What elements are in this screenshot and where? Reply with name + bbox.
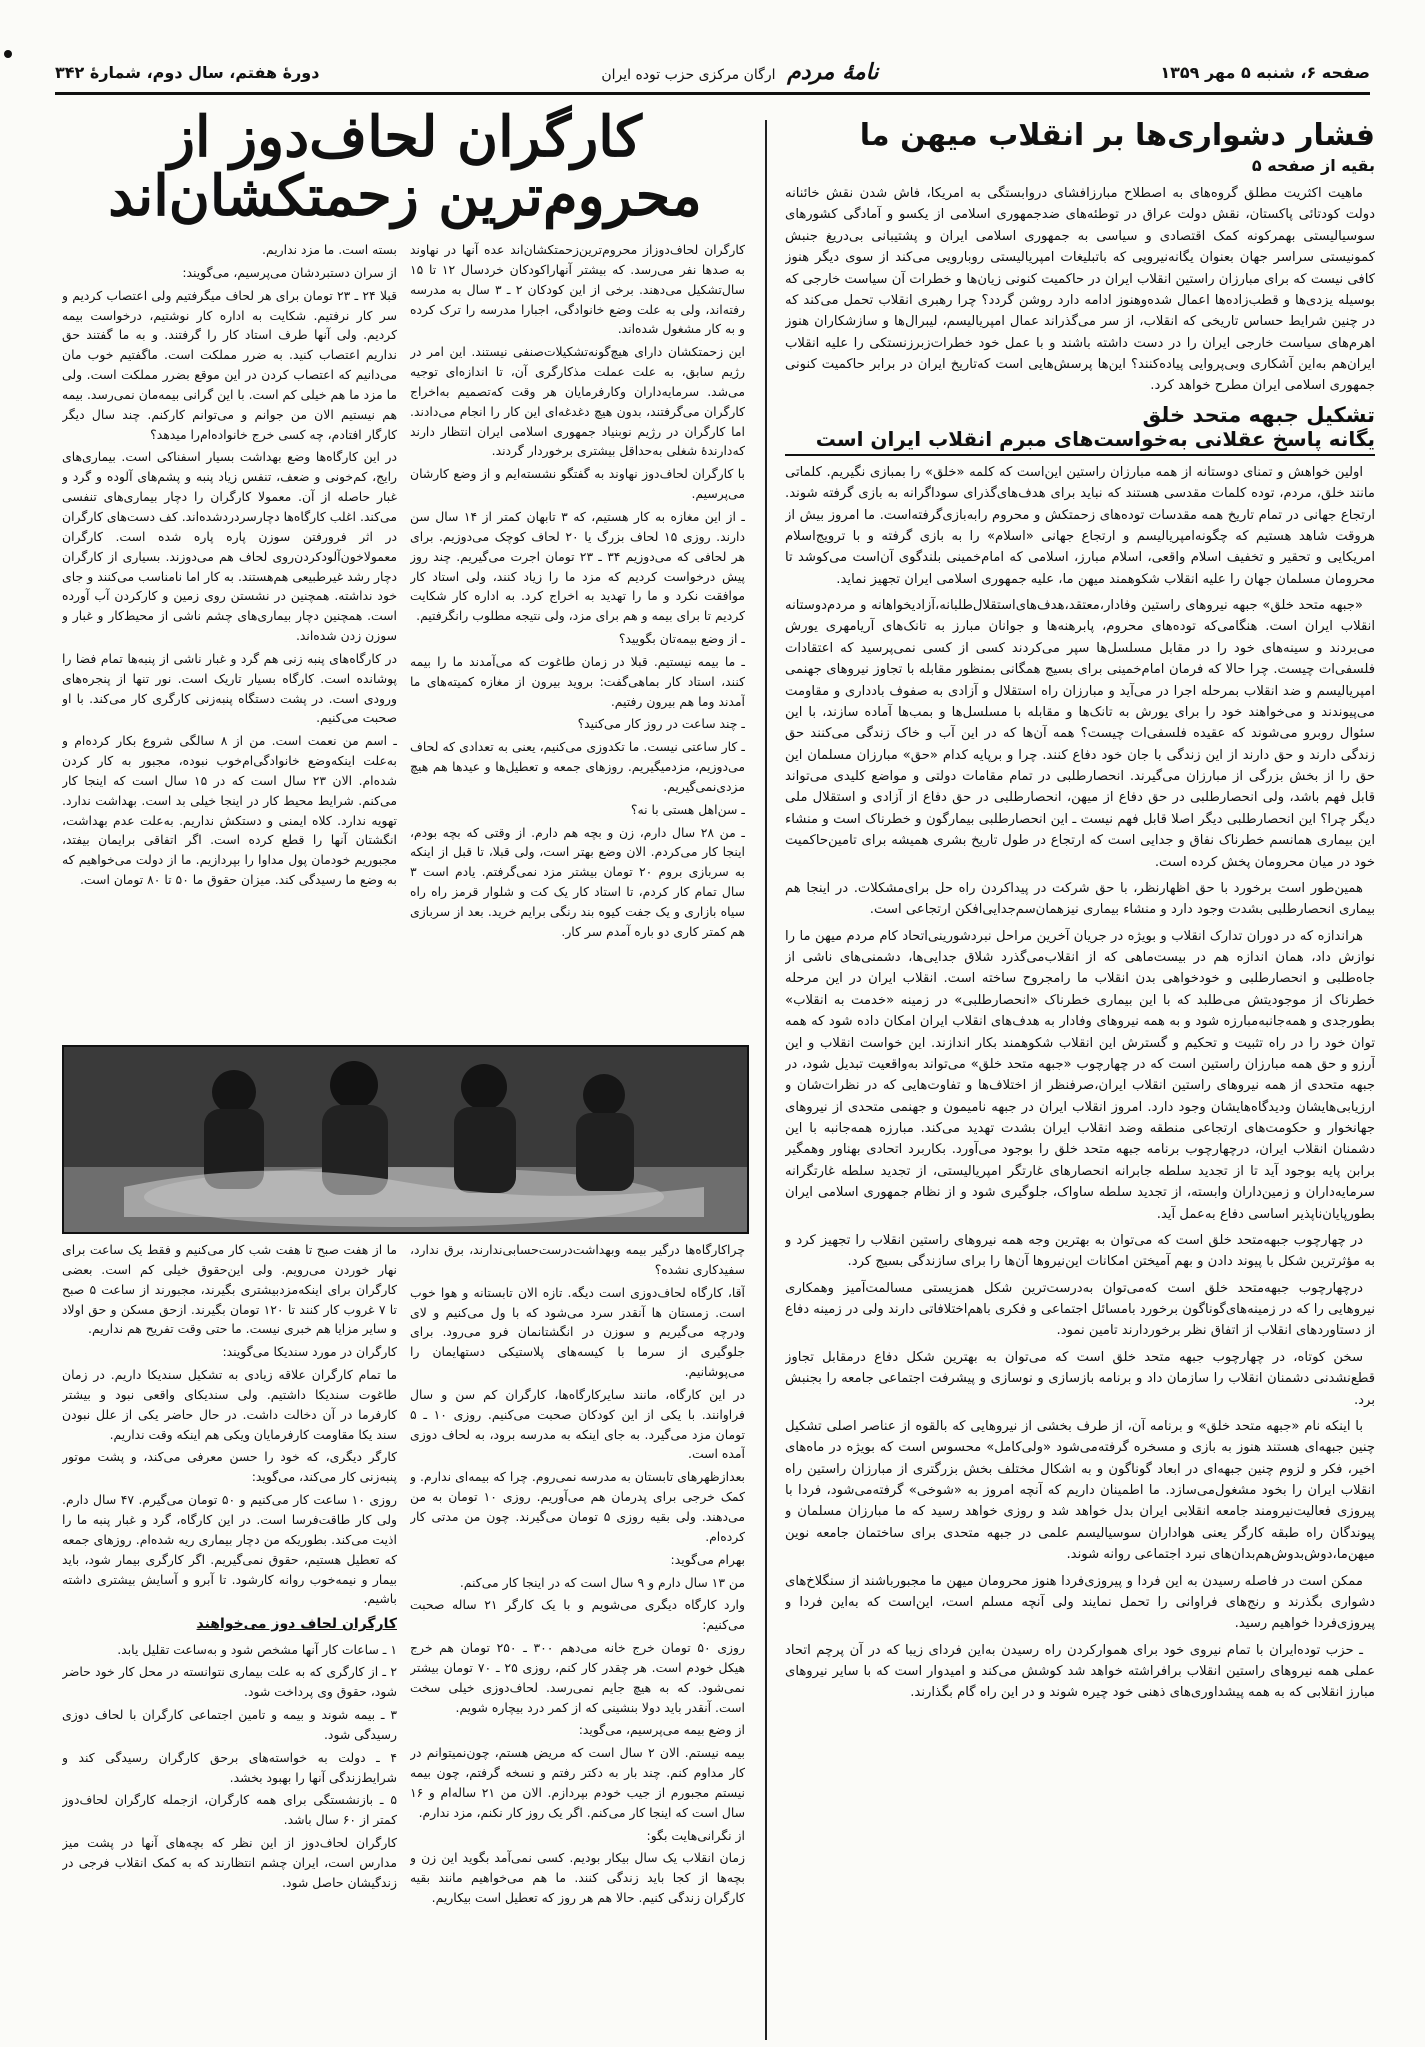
demands-heading: کارگران لحاف دوز می‌خواهند bbox=[196, 1616, 397, 1633]
article-paragraph: ـ اسم من نعمت است. من از ۸ سالگی شروع بکار کرده‌ام و به‌علت اینکه‌وضع خانوادگی‌ام‌خوب نبوده، مجبور به کار کردن شده‌ام. الان ۲۳ سال است که در ۱۵ سال است که اینجا کار می‌کنم. شرایط محیط کار در اینجا خیلی بد است. بهداشت ندارد. تهویه ندارد. کلاه ایمنی و دستکش نداریم. به‌علت عدم بهداشت، انگشتان آنها را قطع کرده است. اگر اتفاقی برایمان بیفتد، مجبوریم خودمان پول مداوا را بپردازیم. ما از دولت می‌خواهیم که به وضع ما رسیدگی کند. میزان حقوق ما ۵۰ تا ۸۰ تومان است. bbox=[62, 733, 397, 888]
article-paragraph: آقا، کارگاه لحاف‌دوزی است دیگه. تازه الان تابستانه و هوا خوب است. زمستان ها آنقدر سرد می‌شود که با ول می‌کنیم و لای‌ ودرچه می‌گیریم و سوزن در انگشتانمان فرو می‌رود. برای جلوگیری از سرما با کیسه‌های پلاستیکی دستهایمان را می‌پوشانیم. bbox=[410, 1284, 745, 1380]
article-paragraph: بیمه نیستم. الان ۲ سال است که مریض هستم، چون‌نمیتوانم در کار مداوم کنم. چند بار به دکتر رفتم و نسخه گرفتم، چون بیمه نیستم مجبورم از جیب خودم بپردازم. الان من ۲۱ ساله‌ام و ۱۶ سال است که اینجا کار می‌کنم. اگر یک روز کار نکنم، مزد ندارم. bbox=[410, 1745, 745, 1820]
article-paragraph: کارگران لحاف‌دوزاز محروم‌ترین‌زحمتکشان‌اند عده آنها در نهاوند به صدها نفر می‌رسد. که بیشتر آنهاراکودکان خردسال ۱۲ تا ۱۵ سال‌تشکیل می‌دهند. برخی از این کودکان ۲ ـ ۳ سال به مدرسه رفته‌اند، ولی به علت وضع خانوادگی، اجبارا مدرسه را ترک کرده و به کار مشغول شده‌اند. bbox=[410, 242, 745, 337]
article-paragraph: کارگران در مورد سندیکا می‌گویند: bbox=[222, 1344, 397, 1360]
masthead-title bbox=[601, 59, 878, 85]
article-paragraph: «جبهه متحد خلق» جبهه نیروهای راستین وفادار،معتقد،هدف‌های‌استقلال‌طلبانه،آزادیخواهانه و مردم‌دوستانه انقلاب ایران است. هنگامی‌که توده‌های محروم، پابرهنه‌ها و جوانان مبارز به تانک‌های آریامهری یورش می‌بردند و سینه‌های خود را در مقابل مسلسل‌ها سپر می‌کردند کسی از کسی نمی‌پرسید که اعتقادات فلسفی‌ات چیست. چرا حالا که فرمان امام‌خمینی برای بسیج همگانی بمنظور مقابله با تجاوز نیروهای جهنمی امپریالیسم و ضد انقلاب بمرحله اجرا در می‌آید و مبارزان راه استقلال و آزادی به صفوف بادداری و مقاومت می‌پیوندند و می‌خواهند خود را برای یورش به تانک‌ها و مقابله با مسلسل‌ها و بمب‌ها آماده سازند، با این سئوال روبرو می‌شوند که عقیده فلسفی‌ات چیست؟ همه آن‌ها که در این آب و خاک زندگی می‌کنند حق زندگی دارند و حق دارند از این زندگی با جان خود دفاع کنند. چرا و برپایه کدام «حق» مبارزان مسلمان این حق را از بخش بزرگی از مبارزان می‌گیرند. انحصارطلبی در تمام مقامات دولتی و مواضع کلیدی می‌تواند قابل فهم باشد، ولی انحصارطلبی در حق دفاع از میهن، انحصارطلبی در حق دفاع از آزادی و استقلال ملی دیگر چرا؟ این انحصارطلبی دیگر اصلا قابل فهم نیست ـ این انحصارطلبی بیمارگون و خطرناک است و منشاء این بیماری همانسم خطرناک نفاق و جدایی است که ارتجاع در طول تاریخ بشری همیشه برای تامین‌حاکمیت خود در میان محرومان پخش کرده است. bbox=[785, 598, 1375, 870]
article-paragraph: ما از هفت صبح تا هفت شب کار می‌کنیم و فقط یک ساعت برای نهار خوردن می‌رویم. ولی این‌حقوق خیلی کم است. بعضی کارگران برای اینکه‌مزدبیشتری بگیرند، مجبورند از ساعت ۵ صبح تا ۷ غروب کار کنند تا ۱۲۰ تومان بگیرند. ازحق مسکن و حق اولاد و سایر مزایا هم خبری نیست. ما حتی وقت تفریح هم نداریم. bbox=[62, 1242, 397, 1337]
column-divider bbox=[765, 120, 767, 2040]
right-article-title: فشار دشواری‌ها بر انقلاب میهن ما bbox=[859, 118, 1375, 153]
article-paragraph: درچهارچوب جبهه‌متحد خلق است که‌می‌توان به‌درست‌ترین شکل همزیستی مسالمت‌آمیز وهمکاری نیروهایی را که در زمینه‌های‌گوناگون برخورد بامسائل اجتماعی و فکری باهم‌اختلافاتی دارند ولی در زمینه دفاع از دستاوردهای انقلاب از اتفاق نظر برخوردارند تامین نمود. bbox=[785, 1280, 1375, 1339]
article-paragraph: چراکارگاه‌ها درگیر بیمه وبهداشت‌درست‌حسابی‌ندارند، برق ندارد، سفیدکاری نشده؟ bbox=[410, 1242, 745, 1277]
subheading-rational-answer: یگانه پاسخ عقلانی به‌خواست‌های مبرم انقلاب ایران است bbox=[785, 427, 1375, 456]
article-paragraph: ما تمام کارگران علاقه زیادی به تشکیل سندیکا داریم. در زمان طاغوت سندیکا داشتیم. ولی سندیکای واقعی نبود و بیشتر کارفرما در آن دخالت داشت. در حال حاضر یکی از علل نبودن سند یکا مقاومت کارفرمایان ویکی هم اینکه وقت نداریم. bbox=[62, 1367, 397, 1442]
left-article-column-4 bbox=[62, 1240, 397, 2040]
article-paragraph: ـ سن‌اهل هستی با نه؟ bbox=[630, 801, 745, 817]
article-paragraph: این زحمتکشان دارای هیچ‌گونه‌تشکیلات‌صنفی نیستند. این امر در رژیم سابق، به علت عملت مذکارگری آن، تا اندازه‌ای توجیه می‌شد. سرمایه‌داران وکارفرمایان هر وقت که‌تصمیم به‌اخراج کارگران می‌گرفتند، بدون هیچ دغدغه‌ای این کار را انجام می‌دادند. اما کارگران در رژیم نوبنیاد جمهوری اسلامی ایران انتظار دارند که‌دارندهٔ شغلی به‌حداقل بیشتری برخوردار گردند. bbox=[410, 344, 745, 459]
masthead-issue: دورهٔ هفتم، سال دوم، شمارهٔ ۳۴۲ bbox=[55, 62, 320, 82]
demand-item: ۲ ـ از کارگری که به علت بیماری نتوانسته در محل کار خود حاضر شود، حقوق وی پرداخت شود. bbox=[62, 1664, 397, 1700]
left-article-headline bbox=[60, 104, 750, 229]
article-paragraph: از سران دستبردشان می‌پرسیم، می‌گویند: bbox=[182, 264, 397, 280]
article-paragraph: در این کارگاه، مانند سایرکارگاه‌ها، کارگران کم سن و سال فراوانند. با یکی از این کودکان صحبت می‌کنیم. روزی ۱۰ ـ ۵ تومان مزد می‌گیرد. به جای اینکه به مدرسه برود، به لحاف دوزی آمده است. bbox=[410, 1386, 745, 1462]
left-headline-line-2: محروم‌ترین زحمتکشان‌اند bbox=[108, 162, 702, 229]
workers-photo-image bbox=[64, 1047, 747, 1232]
article-paragraph: بسته است. ما مزد نداریم. bbox=[262, 242, 397, 257]
article-paragraph: در کارگاه‌های پنبه زنی هم گرد و غبار ناشی از پنبه‌ها تمام فضا را پوشانده است. کارگاه بسیار تاریک است. نور تنها از پنجره‌های ورودی است. در پشت دستگاه پنبه‌زنی کارگری کار می‌کند. با او صحبت می‌کنیم. bbox=[62, 650, 397, 726]
left-article-column-1 bbox=[410, 240, 745, 1035]
demand-item: ۳ ـ بیمه شوند و بیمه و تامین اجتماعی کارگران با لحاف دوزی رسیدگی شود. bbox=[62, 1707, 397, 1742]
article-paragraph: قبلا ۲۴ ـ ۲۳ تومان برای هر لحاف میگرفتیم ولی اعتصاب کردیم و سر کار نرفتیم. شکایت به اداره کار نوشتیم، درخواست بیمه کردیم. ولی آنها طرف استاد کار را گرفتند. و به ما گفتند حق نداریم اعتصاب کنید. به ضرر مملکت است. ماگفتیم خوب مان می‌دانیم که اعتصاب کردن در این موقع بضرر مملکت است. ولی ما مزد ما هم خیلی کم است. با این گرانی بیمه‌مان نمی‌رسد. بیمه هم نیستیم الان من جوانم و می‌توانم کارکنم. چند سال دیگر کارگار افتادم، چه کسی خرج خانواده‌ام‌را میدهد؟ bbox=[62, 287, 397, 442]
article-paragraph: روزی ۵۰ تومان خرج خانه می‌دهم ۳۰۰ ـ ۲۵۰ تومان هم خرج هیکل خودم است. هر چقدر کار کنم، روزی ۲۵ ـ ۷۰ تومان بیشتر نمی‌شود. که به هیچ جایم نمی‌رسد. لحاف‌دوزی خیلی سخت است. آنقدر باید دولا بنشینی که از کمر درد بیچاره شویم. bbox=[410, 1640, 745, 1715]
article-paragraph: اولین خواهش و تمنای دوستانه از همه مبارزان راستین این‌است که کلمه «خلق» را بمبازی نگیریم. کلماتی مانند خلق، مردم، توده کلمات مقدسی هستند که نباید برای هدف‌های‌گذرای سوداگرانه به بازی گرفته شوند. ارتجاع جهانی در تمام تاریخ همه مقدسات توده‌های زحمتکش و محروم رابه‌بازی‌گرفته‌است. ما امروز بیش از هروقت شاهد هستیم که چگونه‌امپریالیسم و ارتجاع جهانی «اسلام» را به بازی گرفته و با ترویج‌اسلام امریکایی و تحقیر و تخفیف اسلام واقعی، اسلام مبارز، اسلامی که امام‌خمینی بلندگوی آن‌است می‌کوشد تا محرومان مسلمان جهان را علیه انقلاب شکوهمند میهن ما، علیه جمهوری اسلامی ایران تجهیز نماید. bbox=[785, 464, 1375, 587]
article-paragraph: با کارگران لحاف‌دوز نهاوند به گفتگو نشسته‌ایم و از وضع کارشان می‌پرسیم. bbox=[410, 466, 745, 502]
article-paragraph: هراندازه که در دوران تدارک انقلاب و بویژه در جریان آخرین مراحل نبردشورینی‌اتحاد کام مردم میهن ما را نوازش داد، همان اندازه هم در بیست‌ماهی که از انقلاب‌می‌گذرد شلاق جدایی‌ها، دشمنی‌های ناشی از جاه‌طلبی و انحصارطلبی و خودخواهی بدن انقلاب ما رامجروح ساخته است. انقلاب ایران در این مرحله خطرناک از موجودیتش می‌طلبد که با این بیماری خطرناک «انحصارطلبی» در زمینه «خدمت به انقلاب» بطورجدی و همه‌جانبه‌مبارزه شود و به همه نیروهای وفادار به هدف‌های انقلاب ایران امکان داده شود که همه توان خود را در راه تثبیت و تحکیم و گسترش این انقلاب شکوهمند بکار اندازند. این خواست انقلاب و این آرزو و حق همه مبارزان راستین است که در چهارچوب «جبهه متحد خلق» می‌تواند به‌واقعیت تبدیل شود، در جبهه متحدی از همه نیروهای راستین انقلاب ایران،صرفنظر از اختلاف‌ها و تفاوت‌هایی که در نظرات‌شان و ارزیابی‌هایشان ودیدگاه‌هایشان وجود دارد. امروز انقلاب ایران در جبهه نامیمون و جهنمی متحدی از نیروهای جهانخوار و حکومت‌های ارتجاعی منطقه وضد انقلاب ایران بشدت تهدید می‌کند. مبارزه همه‌جانبه با این دشمنان انقلاب ایران، درچهارچوب برنامه جبهه متحد خلق را بوجود می‌آورد. بکاربرد اتحادی بهناور وهمگیر برابن پایه بوجود آید تا از تجدید سلطه جابرانه انحصارهای غارتگر امپریالیستی، از تجدید سلطه غارتگرانه سرمایه‌داران و زمین‌داران وابسته، از تجدید سلطه ساواک، جلوگیری شود و از نظام جمهوری اسلامی ایران بطورپایان‌ناپذیر اساسی دفاع به‌عمل آید. bbox=[785, 928, 1375, 1222]
masthead-paper-name: نامهٔ مردم bbox=[787, 59, 879, 85]
masthead-date: صفحه ۶، شنبه ۵ مهر ۱۳۵۹ bbox=[1160, 62, 1370, 82]
article-paragraph: زمان انقلاب یک سال بیکار بودیم. کسی نمی‌آمد بگوید این زن و بچه‌ها از کجا باید زندگی کنند. ما هم می‌خواهیم مانند بقیه کارگران زندگی کنیم. حالا هم هر روز که تعطیل است بیکاریم. bbox=[410, 1850, 745, 1906]
demand-item: ۱ ـ ساعات کار آنها مشخص شود و به‌ساعت تقلیل یابد. bbox=[117, 1641, 397, 1657]
article-paragraph: ـ چند ساعت در روز کار می‌کنید؟ bbox=[577, 716, 745, 732]
article-paragraph: سخن کوتاه، در چهارچوب جبهه متحد خلق است که می‌توان به بهترین شکل دفاع درمقابل تجاوز قطع‌نشدنی دشمنان انقلاب را سازمان داد و برنامه بازسازی و نوسازی و پیشرفت اجتماعی جامعه را بجنبش برد. bbox=[785, 1349, 1375, 1408]
article-paragraph: ـ کار ساعتی نیست. ما تکدوزی می‌کنیم، یعنی به تعدادی که لحاف می‌دوزیم، مزدمیگیریم. روزهای جمعه و تعطیل‌ها و عیدها هم هیچ مزدی‌نمی‌گیریم. bbox=[410, 739, 745, 794]
article-paragraph: ـ ما بیمه نیستیم. قبلا در زمان طاغوت که می‌آمدند ما را بیمه کنند، استاد کار بماهی‌گفت: بروید بیرون از مغازه کمیته‌های ما آمدند وما هم بیرون رفتیم. bbox=[410, 653, 745, 709]
article-paragraph: از نگرانی‌هایت بگو: bbox=[646, 1827, 745, 1843]
left-article-column-2 bbox=[62, 240, 397, 1035]
masthead bbox=[55, 52, 1370, 95]
masthead-paper-sub: ارگان مرکزی حزب توده ایران bbox=[601, 67, 776, 83]
article-paragraph: همین‌طور است برخورد با حق اظهارنظر، با حق شرکت در پیداکردن راه حل برای‌مشکلات. در اینجا هم بیماری انحصارطلبی بشدت وجود دارد و منشاء بیماری نیزهمان‌سم‌جدایی‌افکن ارتجاعی است. bbox=[785, 880, 1375, 918]
right-article bbox=[785, 118, 1375, 2043]
article-paragraph: ـ من ۲۸ سال دارم، زن و بچه هم دارم. از وقتی که بچه بودم، اینجا کار می‌کردم. الان وضع بهتر است، ولی قبلا، تا قبل از اینکه به سربازی بروم ۲۰ تومان بیشتر مزد نمی‌گرفتم. یادم است ۳ سال تمام کار کردم، تا استاد کار یک کت و شلوار قرمز راه راه سیاه بازاری و یک جفت کیوه بند رنگی برایم خرید. بعد از سربازی هم کمتر کاری دو باره آمدم سر کار. bbox=[410, 824, 745, 939]
article-paragraph: من ۱۳ سال دارم و ۹ سال است که در اینجا کار می‌کنم. bbox=[459, 1574, 745, 1590]
article-paragraph: ـ از وضع بیمه‌تان بگویید؟ bbox=[618, 631, 745, 647]
subheading-united-front: تشکیل جبهه متحد خلق bbox=[1142, 402, 1375, 427]
article-paragraph: ـ از این مغازه به کار هستیم، که ۳ تابهان کمتر از ۱۴ سال سن دارند. روزی ۱۵ لحاف بزرگ یا ۲۰ لحاف کوچک می‌دوزیم. برای هر لحافی که می‌دوزیم ۳۴ ـ ۲۳ تومان اجرت می‌گیریم. چند روز پیش درخواست کردیم که مزد ما را زیاد کنند، ولی استاد کار موافقت نکرد و ما را تهدید به اخراج کرد. به اداره کار شکایت کردیم تا برای بیمه و هم برای مزد، ولی نتیجه مطلوب رانگرفتیم. bbox=[410, 508, 745, 624]
article-paragraph: ماهیت اکثریت مطلق گروه‌های به اصطلاح مبارزافشای دروابستگی به امریکا، فاش شدن نقش خائنانه دولت کودتائی پاکستان، نقش دولت عراق در توطئه‌های ضدجمهوری اسلامی از یکسو و آمادگی کشورهای سوسیالیستی بهمرکونه کمک اقتصادی و سیاسی به جمهوری اسلامی ایران و پشتیبانی بی‌دریغ جنبش کمونیستی سراسر جهان بعنوان یگانه‌نیرویی که باتبلیغات امپریالیستی روبارویی می‌کند از سوی دیگر هنوز کافی نیست که برای مبارزان راستین انقلاب ایران در حاکمیت کنونی زیان‌ها و خطرات آن سیاست خارجی که بوسیله یزدی‌ها و قطب‌زاده‌ها اعمال شده‌وهنوز ادامه دارد روشن گردد؟ چرا رهبری انقلاب تحمل می‌کند که در چنین شرایط حساس تاریخی که انقلاب، از سر می‌گذراند عمال امپریالیسم، لیبرال‌ها و سازشکاران هنوز اهرم‌های سیاست خارجی ایران را در دست داشته باشند و با عمل خود خطرات‌زبرزنستکی را علیه انقلاب ایران‌هم به‌این آشکاری وبی‌پروایی پیاده‌کنند؟ این‌ها پرسش‌هایی است که‌تاریخ ایران در برابر حاکمیت کنونی جمهوری اسلامی ایران مطرح خواهد کرد. bbox=[785, 186, 1375, 394]
left-article-column-3 bbox=[410, 1240, 745, 2040]
article-paragraph: بهرام می‌گوید: bbox=[670, 1551, 745, 1567]
article-paragraph: با اینکه نام «جبهه متحد خلق» و برنامه آن، از طرف بخشی از نیروهایی که بالقوه از عناصر اصلی تشکیل چنین جبهه‌ای هستند هنوز به بازی و مسخره گرفته‌می‌شود «ولی‌کامل» محسوس است که بویژه در ماه‌های اخیر، فکر و لزوم چنین جبهه‌ای در ابعاد گوناگون و به اشکال مختلف بخش بزرگتری از مبارزان راستین راه انقلاب ایران را بخود مشغول‌می‌سازد. ما اطمینان داریم که آنچه امروز به «شوخی» گرفته‌می‌شود، فردا با پیروزی فعالیت‌نیرومند جامعه انقلابی ایران بدل خواهد شد و روزی خواهد رسید که ما مبارزان مسلمان و پیوندگان راه طبقه کارگر یعنی هواداران سوسیالیسم علمی در جبهه متحدی برای ساختمان جامعه نوین میهن‌ما،دوش‌بدوش‌هم‌بدان‌های نبرد اجتماعی روانه شوند. bbox=[785, 1418, 1375, 1563]
continued-from: بقیه از صفحه ۵ bbox=[1251, 156, 1375, 175]
article-paragraph: کارگر دیگری، که خود را حسن معرفی می‌کند، و پشت موتور پنبه‌زنی کار می‌کند، می‌گوید: bbox=[62, 1449, 397, 1485]
article-paragraph: از وضع بیمه می‌پرسیم، می‌گوید: bbox=[578, 1722, 745, 1738]
demand-item: کارگران لحاف‌دوز از این نظر که بچه‌های آنها در پشت میز مدارس است، ایران چشم انتظارند که به کمک انقلاب فرجی در زندگیشان حاصل شود. bbox=[62, 1835, 397, 1890]
article-paragraph: بعدازظهرهای تابستان به مدرسه نمی‌روم. چرا که بیمه‌ای ندارم. و کمک خرجی برای پدرمان هم می‌آوریم. روزی ۱۰ تومان به من می‌دهند. ولی بقیه روزی ۵ تومان می‌گیرند. چون من مدتی کار کرده‌ام. bbox=[410, 1469, 745, 1544]
article-paragraph: ـ حزب توده‌ایران با تمام نیروی خود برای هموارکردن راه رسیدن به‌این فردای زیبا که در آن پرچم اتحاد عملی همه نیروهای راستین انقلاب برافراشته خواهد شد کوشش می‌کند و امیدوار است که با سایر نیروهای مبارز انقلابی که به همه پیشداوری‌های ذهنی خود چیره شوند و در این راه گام بگذارند. bbox=[785, 1642, 1375, 1701]
article-paragraph: در این کارگاه‌ها وضع بهداشت بسیار اسفناکی است. بیماری‌های رایج، کم‌خونی و ضعف، تنفس زیاد پنبه و پشم‌های آلوده و گرد و غبار حاصله از آن. معمولا کارگران را دچار بیماری‌های تنفسی می‌کند. اغلب کارگاه‌ها دچارسردردشده‌اند. کف دست‌های کارگران در اثر فرورفتن سوزن پاره پاره شده است. کارگران معمولاخون‌آلودکردن‌روی لحاف هم می‌دوزند. بسیاری از کارگران دچار رشد غیرطبیعی هم‌هستند. به کار اما نامناسب می‌کنند و جای خود نداشته. همچنین در نشستن روی زمین و کارکردن آب آورده است. همچنین دچار بیماری‌های چشم ناشی از محیط‌کار و غبار و سوزن زدن شده‌اند. bbox=[62, 449, 397, 644]
article-paragraph: در چهارچوب جبهه‌متحد خلق است که می‌توان به بهترین وجه همه نیروهای راستین انقلاب را تجهیز کرد و به مؤثرترین شکل با پیوند دادن و بهم آمیختن امکانات این‌نیروها آن‌ها را برای سازندگی بسیج کرد. bbox=[785, 1232, 1375, 1270]
demand-item: ۵ ـ بازنشستگی برای همه کارگران، ازجمله کارگران لحاف‌دوز کمتر از ۶۰ سال باشد. bbox=[62, 1792, 397, 1828]
article-paragraph: ممکن است در فاصله رسیدن به این فردا و پیروزی‌فردا هنوز محرومان میهن ما مجبورباشند از سنگلاخ‌های دشواری بگذرند و رنج‌های فراوانی را تحمل نمایند ولی آنچه مسلم است، این‌است که به‌این فردا و پیروزی‌فردا خواهیم رسید. bbox=[785, 1573, 1375, 1632]
scan-mark bbox=[4, 50, 12, 58]
workers-photo bbox=[62, 1045, 749, 1234]
demand-item: ۴ ـ دولت به خواسته‌های برحق کارگران رسیدگی کند و شرایط‌زندگی آنها را بهبود بخشد. bbox=[62, 1749, 397, 1785]
article-paragraph: روزی ۱۰ ساعت کار می‌کنیم و ۵۰ تومان می‌گیرم. ۴۷ سال دارم. ولی کار طاقت‌فرسا است. در این کارگاه، گرد و غبار پنبه ما را اذیت می‌کند. بطوریکه من دچار بیماری ریه شده‌ام. روزهای جمعه که تعطیل هستیم، حقوق نمی‌گیریم. اگر کارگری بیمار شود، باید بیمار و نیمه‌خوب روانه کارشود. تا آبرو و آسایش بیشتری داشته باشیم. bbox=[62, 1492, 397, 1607]
article-paragraph: وارد کارگاه دیگری می‌شویم و با یک کارگر ۲۱ ساله صحبت می‌کنیم: bbox=[410, 1597, 745, 1633]
left-headline-line-1: کارگران لحاف‌دوز از bbox=[168, 104, 642, 170]
